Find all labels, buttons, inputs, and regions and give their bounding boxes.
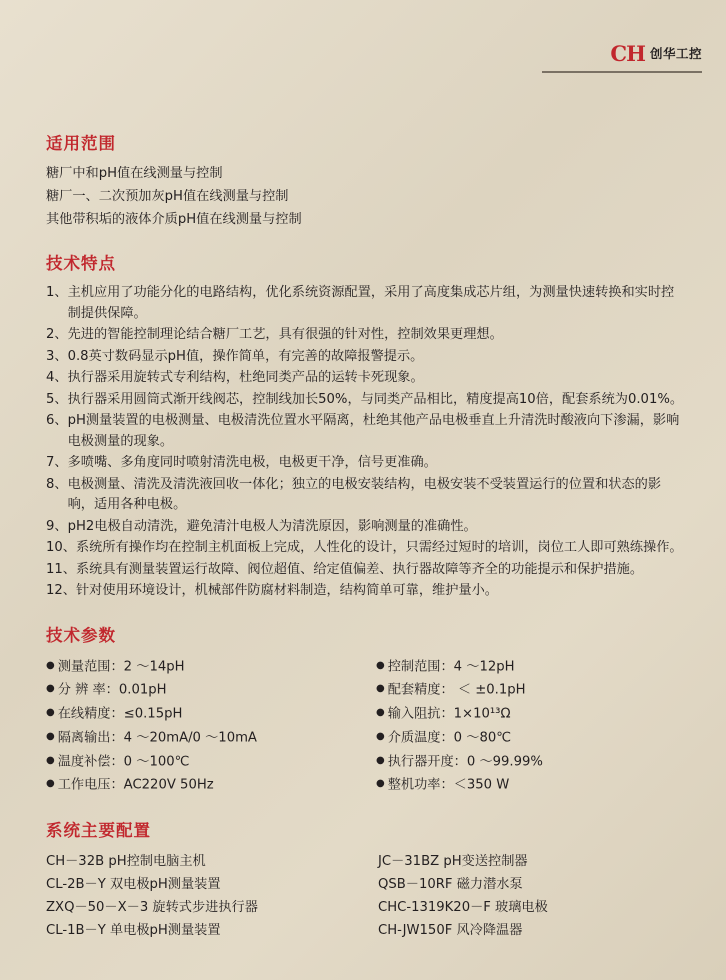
bullet-icon: ● (46, 707, 55, 718)
bullet-icon: ● (376, 754, 385, 766)
configuration-item: QSB－10RF 磁力潜水泵 (378, 877, 523, 892)
section-configuration (46, 817, 686, 942)
feature-text: 系统所有操作均在控制主机面板上完成，人性化的设计，只需经过短时的培训，岗位工人即可熟练操作。 (75, 540, 683, 555)
feature-number: 12、 (46, 583, 76, 598)
feature-item (46, 411, 686, 452)
feature-item (46, 347, 686, 368)
section-title-scope: 适用范围 (46, 134, 116, 153)
bullet-icon: ● (376, 707, 385, 718)
document-content (46, 130, 686, 962)
configuration-item: CH-JW150F 风冷降温器 (378, 923, 523, 938)
parameter-row (376, 726, 686, 750)
parameter-text: 分 辨 率：0.01pH (57, 682, 167, 698)
parameter-text: 隔离输出：4 ～20mA/0 ～10mA (57, 730, 257, 745)
feature-item (46, 390, 686, 411)
parameter-text: 控制范围：4 ～12pH (387, 658, 515, 674)
configuration-table (46, 850, 686, 942)
configuration-item: JC－31BZ pH变送控制器 (378, 854, 528, 869)
parameter-text: 在线精度：≤0.15pH (57, 706, 183, 722)
feature-number: 10、 (46, 540, 76, 555)
configuration-column-left (46, 850, 366, 942)
section-title-parameters: 技术参数 (46, 625, 116, 645)
scope-line: 糖厂中和pH值在线测量与控制 (46, 166, 223, 181)
feature-text: 针对使用环境设计，机械部件防腐材料制造，结构简单可靠，维护量小。 (75, 583, 498, 598)
configuration-item: CHC-1319K20－F 玻璃电极 (378, 900, 548, 915)
section-title-features: 技术特点 (46, 254, 116, 273)
feature-item (46, 581, 686, 602)
feature-number: 1、 (46, 285, 68, 300)
feature-text: 主机应用了功能分化的电路结构，优化系统资源配置，采用了高度集成芯片组，为测量快速转换和实时控制提供保障。 (67, 285, 675, 321)
parameter-text: 温度补偿：0 ～100℃ (57, 753, 190, 769)
parameter-row (376, 702, 686, 726)
configuration-item: CH－32B pH控制电脑主机 (46, 854, 206, 869)
parameter-text: 工作电压：AC220V 50Hz (57, 777, 214, 793)
feature-item (46, 475, 686, 516)
feature-number: 6、 (46, 413, 68, 428)
parameter-text: 执行器开度：0 ～99.99% (387, 753, 543, 769)
feature-number: 8、 (46, 476, 68, 492)
feature-text: pH2电极自动清洗，避免清汁电极人为清洗原因，影响测量的准确性。 (67, 518, 477, 534)
bullet-icon: ● (46, 754, 55, 766)
company-logo-icon: CH (610, 40, 645, 66)
parameter-row (376, 750, 686, 774)
parameter-row (46, 655, 366, 679)
feature-item (46, 538, 686, 559)
parameter-text: 输入阻抗：1×10¹³Ω (387, 706, 511, 722)
parameter-row (376, 678, 686, 702)
parameter-text: 配套精度： ＜ ±0.1pH (387, 682, 526, 698)
bullet-icon: ● (376, 683, 385, 695)
parameters-table (46, 655, 686, 798)
feature-item (46, 517, 686, 538)
feature-item (46, 283, 686, 324)
feature-item (46, 368, 686, 389)
configuration-item: CL-1B－Y 单电极pH测量装置 (46, 923, 221, 938)
feature-item (46, 453, 686, 474)
parameter-text: 整机功率：＜350 W (387, 777, 510, 793)
section-features (46, 250, 686, 602)
feature-number: 2、 (46, 327, 68, 342)
configuration-item: ZXQ－50－X－3 旋转式步进执行器 (46, 900, 258, 915)
scope-line: 糖厂一、二次预加灰pH值在线测量与控制 (46, 189, 289, 204)
section-parameters (46, 622, 686, 798)
bullet-icon: ● (376, 659, 385, 671)
feature-number: 3、 (46, 348, 68, 364)
parameters-column-right (366, 655, 686, 798)
feature-number: 4、 (46, 370, 68, 385)
parameter-row (46, 702, 366, 726)
parameter-row (46, 773, 366, 797)
feature-number: 9、 (46, 518, 68, 534)
feature-text: 系统具有测量装置运行故障、阀位超值、给定值偏差、执行器故障等齐全的功能提示和保护措施。 (75, 561, 644, 577)
brand-logo (542, 40, 702, 78)
company-name: 创华工控 (649, 46, 702, 61)
bullet-icon: ● (376, 778, 385, 790)
bullet-icon: ● (376, 730, 385, 742)
scope-line: 其他带积垢的液体介质pH值在线测量与控制 (46, 212, 302, 227)
bullet-icon: ● (46, 659, 55, 671)
parameters-column-left (46, 655, 366, 798)
feature-number: 5、 (46, 391, 68, 407)
feature-text: 多喷嘴、多角度同时喷射清洗电极，电极更干净，信号更准确。 (67, 455, 437, 470)
feature-text: 执行器采用旋转式专利结构，杜绝同类产品的运转卡死现象。 (67, 370, 424, 385)
feature-text: 先进的智能控制理论结合糖厂工艺，具有很强的针对性，控制效果更理想。 (67, 327, 503, 342)
feature-text: pH测量装置的电极测量、电极清洗位置水平隔离，杜绝其他产品电极垂直上升清洗时酸液向下渗漏，影响电极测量的现象。 (67, 413, 680, 449)
feature-text: 0.8英寸数码显示pH值，操作简单，有完善的故障报警提示。 (67, 348, 424, 364)
feature-text: 电极测量、清洗及清洗液回收一体化；独立的电极安装结构，电极安装不受装置运行的位置和状态的影响，适用各种电极。 (67, 476, 662, 512)
parameter-row (46, 678, 366, 702)
parameter-row (376, 655, 686, 679)
feature-item (46, 560, 686, 581)
configuration-item: CL-2B－Y 双电极pH测量装置 (46, 877, 221, 892)
feature-number: 7、 (46, 455, 68, 470)
feature-number: 11、 (46, 561, 76, 577)
bullet-icon: ● (46, 778, 55, 790)
feature-text: 执行器采用圆筒式渐开线阀芯，控制线加长50%，与同类产品相比，精度提高10倍，配套系统为0.01%。 (67, 391, 684, 407)
bullet-icon: ● (46, 730, 55, 742)
parameter-row (46, 750, 366, 774)
parameter-text: 介质温度：0 ～80℃ (387, 730, 512, 745)
parameter-row (376, 773, 686, 797)
parameter-text: 测量范围：2 ～14pH (57, 658, 185, 674)
bullet-icon: ● (46, 683, 55, 695)
configuration-column-right (366, 850, 686, 942)
logo-row (542, 40, 702, 66)
parameter-row (46, 726, 366, 750)
section-title-configuration: 系统主要配置 (46, 821, 151, 840)
feature-item (46, 325, 686, 346)
section-scope (46, 130, 686, 230)
logo-divider (542, 71, 702, 73)
